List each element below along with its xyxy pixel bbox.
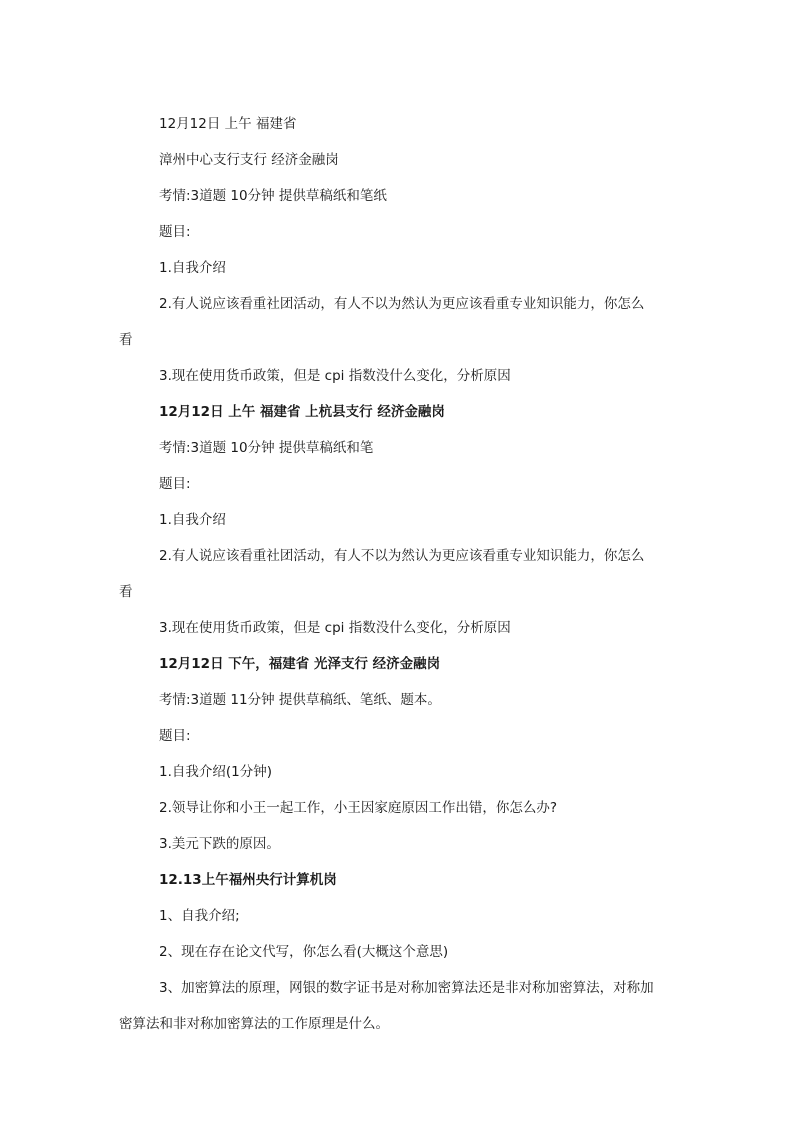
paragraph-section-heading-4: 12.13上午福州央行计算机岗 bbox=[159, 872, 337, 888]
paragraph-line-2: 密算法和非对称加密算法的工作原理是什么。 bbox=[119, 1016, 389, 1032]
paragraph-line-1: 3、加密算法的原理，网银的数字证书是对称加密算法还是非对称加密算法，对称加 bbox=[159, 980, 654, 996]
paragraph-line-1: 2.有人说应该看重社团活动，有人不以为然认为更应该看重专业知识能力，你怎么 bbox=[159, 296, 645, 312]
paragraph-question-1-1: 1.自我介绍 bbox=[159, 260, 226, 276]
paragraph-exam-info-3: 考情:3道题 11分钟 提供草稿纸、笔纸、题本。 bbox=[159, 692, 441, 708]
paragraph-questions-heading-1: 题目: bbox=[159, 224, 191, 240]
paragraph-line-2: 看 bbox=[119, 332, 133, 348]
paragraph-question-4-3 bbox=[119, 977, 675, 1035]
paragraph-question-3-2: 2.领导让你和小王一起工作，小王因家庭原因工作出错，你怎么办? bbox=[159, 800, 558, 816]
paragraph-question-2-3: 3.现在使用货币政策，但是 cpi 指数没什么变化，分析原因 bbox=[159, 620, 511, 636]
paragraph-question-3-1: 1.自我介绍(1分钟) bbox=[159, 764, 273, 780]
paragraph-question-2-1: 1.自我介绍 bbox=[159, 512, 226, 528]
paragraph-section-heading-2: 12月12日 上午 福建省 上杭县支行 经济金融岗 bbox=[159, 404, 445, 420]
paragraph-exam-info-2: 考情:3道题 10分钟 提供草稿纸和笔 bbox=[159, 440, 374, 456]
paragraph-questions-heading-3: 题目: bbox=[159, 728, 191, 744]
paragraph-date-location-1: 12月12日 上午 福建省 bbox=[159, 116, 297, 132]
paragraph-section-heading-3: 12月12日 下午，福建省 光泽支行 经济金融岗 bbox=[159, 656, 441, 672]
paragraph-branch-1: 漳州中心支行支行 经济金融岗 bbox=[159, 152, 339, 168]
paragraph-question-1-2 bbox=[119, 293, 675, 351]
paragraph-question-1-3: 3.现在使用货币政策，但是 cpi 指数没什么变化，分析原因 bbox=[159, 368, 511, 384]
paragraph-line-2: 看 bbox=[119, 584, 133, 600]
paragraph-question-3-3: 3.美元下跌的原因。 bbox=[159, 836, 280, 852]
paragraph-question-4-1: 1、自我介绍; bbox=[159, 908, 240, 924]
paragraph-questions-heading-2: 题目: bbox=[159, 476, 191, 492]
paragraph-exam-info-1: 考情:3道题 10分钟 提供草稿纸和笔纸 bbox=[159, 188, 387, 204]
paragraph-question-2-2 bbox=[119, 545, 675, 603]
paragraph-question-4-2: 2、现在存在论文代写，你怎么看(大概这个意思) bbox=[159, 944, 449, 960]
document-body bbox=[119, 113, 675, 1049]
paragraph-line-1: 2.有人说应该看重社团活动，有人不以为然认为更应该看重专业知识能力，你怎么 bbox=[159, 548, 645, 564]
